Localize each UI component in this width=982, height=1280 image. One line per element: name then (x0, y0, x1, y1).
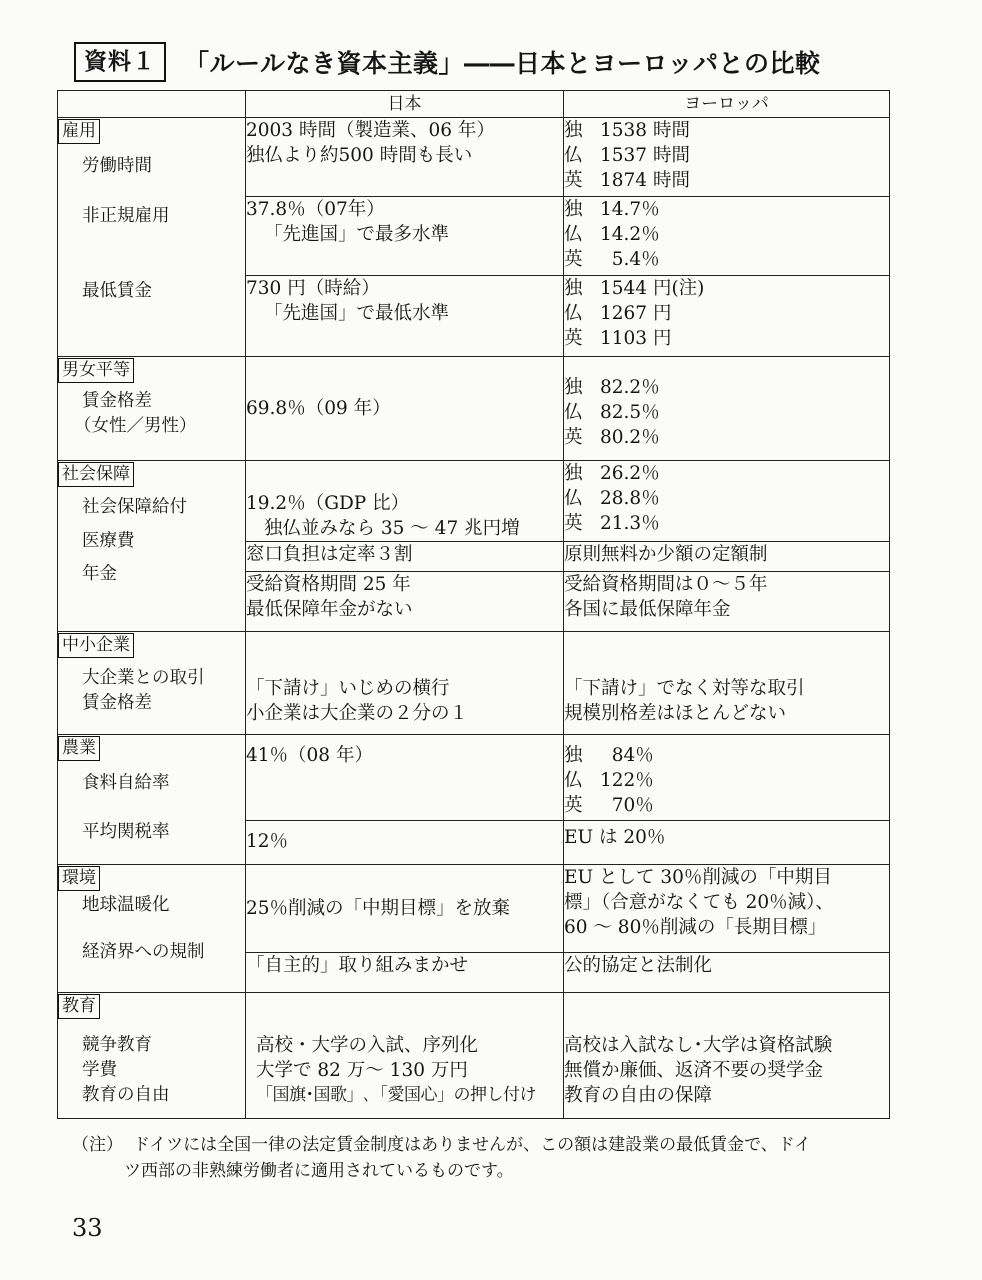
table-row (58, 461, 890, 542)
japan-cell (246, 461, 564, 542)
japan-cell (246, 118, 564, 197)
footnote-text-2: ツ西部の非熟練労働者に適用されているものです。 (124, 1161, 514, 1181)
category-item: 大企業との取引 (82, 668, 205, 688)
table-row (58, 118, 890, 197)
category-item: 最低賃金 (82, 281, 152, 301)
value-line: 受給資格期間は０～５年 (564, 574, 768, 595)
value-line: 英 70％ (564, 795, 654, 816)
value-line: 公的協定と法制化 (564, 955, 713, 976)
value-line: 各国に最低保障年金 (564, 599, 731, 620)
value-line: 独 1544 円(注) (564, 278, 705, 299)
value-line: 独 82.2％ (564, 377, 660, 398)
value-line: 窓口負担は定率３割 (246, 544, 413, 565)
europe-cell (564, 461, 890, 542)
value-line: 大学で 82 万～ 130 万円 (256, 1060, 468, 1081)
footnote (72, 1132, 902, 1184)
category-social (58, 461, 246, 632)
europe-cell (564, 542, 890, 572)
header-blank (58, 91, 246, 118)
value-line: 仏 28.8％ (564, 488, 660, 509)
page-title (74, 40, 874, 84)
category-env (58, 865, 246, 993)
value-line: 英 21.3％ (564, 513, 660, 534)
category-tag: 雇用 (58, 119, 100, 144)
value-line: 730 円（時給） (246, 278, 380, 299)
category-item: 学費 (82, 1060, 117, 1080)
page-number: 33 (72, 1214, 103, 1242)
category-sme (58, 632, 246, 735)
japan-cell (246, 542, 564, 572)
value-line: 25％削減の「中期目標」を放棄 (246, 898, 511, 919)
japan-cell (246, 632, 564, 735)
value-line: 無償か廉価、返済不要の奨学金 (564, 1060, 824, 1081)
category-item: 労働時間 (82, 156, 152, 176)
category-item: 食料自給率 (82, 773, 170, 793)
table-row (58, 357, 890, 461)
value-line: 12％ (246, 831, 289, 852)
europe-cell (564, 276, 890, 357)
europe-cell (564, 735, 890, 821)
category-tag: 社会保障 (58, 462, 134, 487)
value-line: 仏 1267 円 (564, 303, 672, 324)
value-line: 独仏より約500 時間も長い (246, 145, 473, 166)
japan-cell (246, 993, 564, 1119)
europe-cell (564, 197, 890, 276)
value-line: EU として 30％削減の「中期目 (564, 867, 832, 888)
value-line: 受給資格期間 25 年 (246, 574, 411, 595)
category-item: 平均関税率 (82, 822, 170, 842)
value-line: 「国旗･国歌」､「愛国心」の押し付け (256, 1085, 536, 1105)
footnote-text-1: ドイツには全国一律の法定賃金制度はありませんが、この額は建設業の最低賃金で、ドイ (133, 1135, 811, 1155)
category-employment (58, 118, 246, 357)
value-line: 69.8％（09 年） (246, 398, 391, 419)
category-item: 競争教育 (82, 1035, 152, 1055)
value-line: 英 80.2％ (564, 427, 660, 448)
footnote-line-1 (72, 1132, 902, 1158)
category-item: 経済界への規制 (82, 942, 205, 962)
value-line: 仏 82.5％ (564, 402, 660, 423)
category-item: 教育の自由 (82, 1085, 170, 1105)
table-header-row (58, 91, 890, 118)
table-row (58, 993, 890, 1119)
value-line: 仏 122％ (564, 770, 654, 791)
value-line: 独仏並みなら 35 ～ 47 兆円増 (264, 518, 520, 539)
value-line: 37.8％（07年） (246, 199, 385, 220)
category-edu (58, 993, 246, 1119)
value-line: 「先進国」で最低水準 (264, 303, 450, 324)
value-line: 規模別格差はほとんどない (564, 703, 787, 724)
value-line: 教育の自由の保障 (564, 1085, 713, 1106)
value-line: 高校は入試なし･大学は資格試験 (564, 1035, 833, 1056)
europe-cell (564, 632, 890, 735)
japan-cell (246, 953, 564, 993)
value-line: 独 1538 時間 (564, 120, 690, 141)
value-line: 60 ～ 80％削減の「長期目標」 (564, 917, 827, 938)
category-tag: 教育 (58, 994, 100, 1019)
title-text: 「ルールなき資本主義」――日本とヨーロッパとの比較 (184, 49, 821, 78)
table-row (58, 735, 890, 821)
comparison-table (57, 90, 890, 1119)
table-row (58, 865, 890, 953)
japan-cell (246, 865, 564, 953)
value-line: 「先進国」で最多水準 (264, 224, 450, 245)
category-agri (58, 735, 246, 865)
europe-cell (564, 993, 890, 1119)
value-line: 高校・大学の入試、序列化 (256, 1035, 479, 1056)
japan-cell (246, 572, 564, 632)
category-item: 賃金格差 (82, 693, 152, 713)
category-tag: 農業 (58, 736, 100, 761)
category-item: 社会保障給付 (82, 497, 187, 517)
value-line: 41％（08 年） (246, 745, 373, 766)
header-japan: 日本 (246, 91, 564, 118)
value-line: 「下請け」でなく対等な取引 (564, 678, 805, 699)
value-line: EU は 20％ (564, 827, 666, 848)
value-line: 独 84％ (564, 745, 654, 766)
table-row (58, 632, 890, 735)
japan-cell (246, 357, 564, 461)
category-item: 地球温暖化 (82, 895, 170, 915)
europe-cell (564, 953, 890, 993)
value-line: 英 5.4％ (564, 249, 660, 270)
value-line: 2003 時間（製造業、06 年） (246, 120, 495, 141)
category-item: 賃金格差 (82, 391, 152, 411)
category-item: 年金 (82, 564, 117, 584)
category-item: （女性／男性） (74, 416, 197, 436)
europe-cell (564, 572, 890, 632)
japan-cell (246, 276, 564, 357)
europe-cell (564, 821, 890, 865)
value-line: 英 1874 時間 (564, 170, 690, 191)
header-europe: ヨーロッパ (564, 91, 890, 118)
category-item: 医療費 (82, 531, 135, 551)
value-line: 独 26.2％ (564, 463, 660, 484)
category-tag: 男女平等 (58, 358, 134, 383)
category-gender (58, 357, 246, 461)
value-line: 仏 14.2％ (564, 224, 660, 245)
europe-cell (564, 865, 890, 953)
value-line: 小企業は大企業の２分の１ (246, 703, 469, 724)
title-label: 資料１ (74, 42, 166, 82)
japan-cell (246, 735, 564, 821)
category-tag: 環境 (58, 866, 100, 891)
value-line: 「自主的」取り組みまかせ (246, 955, 469, 976)
value-line: 原則無料か少額の定額制 (564, 544, 768, 565)
value-line: 最低保障年金がない (246, 599, 413, 620)
category-item: 非正規雇用 (82, 206, 170, 226)
value-line: 仏 1537 時間 (564, 145, 690, 166)
value-line: 独 14.7％ (564, 199, 660, 220)
value-line: 19.2％（GDP 比） (246, 493, 410, 514)
value-line: 「下請け」いじめの横行 (246, 678, 450, 699)
value-line: 英 1103 円 (564, 328, 672, 349)
value-line: 標」（合意がなくても 20％減）、 (564, 892, 834, 913)
footnote-mark: （注） (72, 1135, 123, 1155)
europe-cell (564, 357, 890, 461)
europe-cell (564, 118, 890, 197)
japan-cell (246, 821, 564, 865)
category-tag: 中小企業 (58, 633, 134, 658)
japan-cell (246, 197, 564, 276)
